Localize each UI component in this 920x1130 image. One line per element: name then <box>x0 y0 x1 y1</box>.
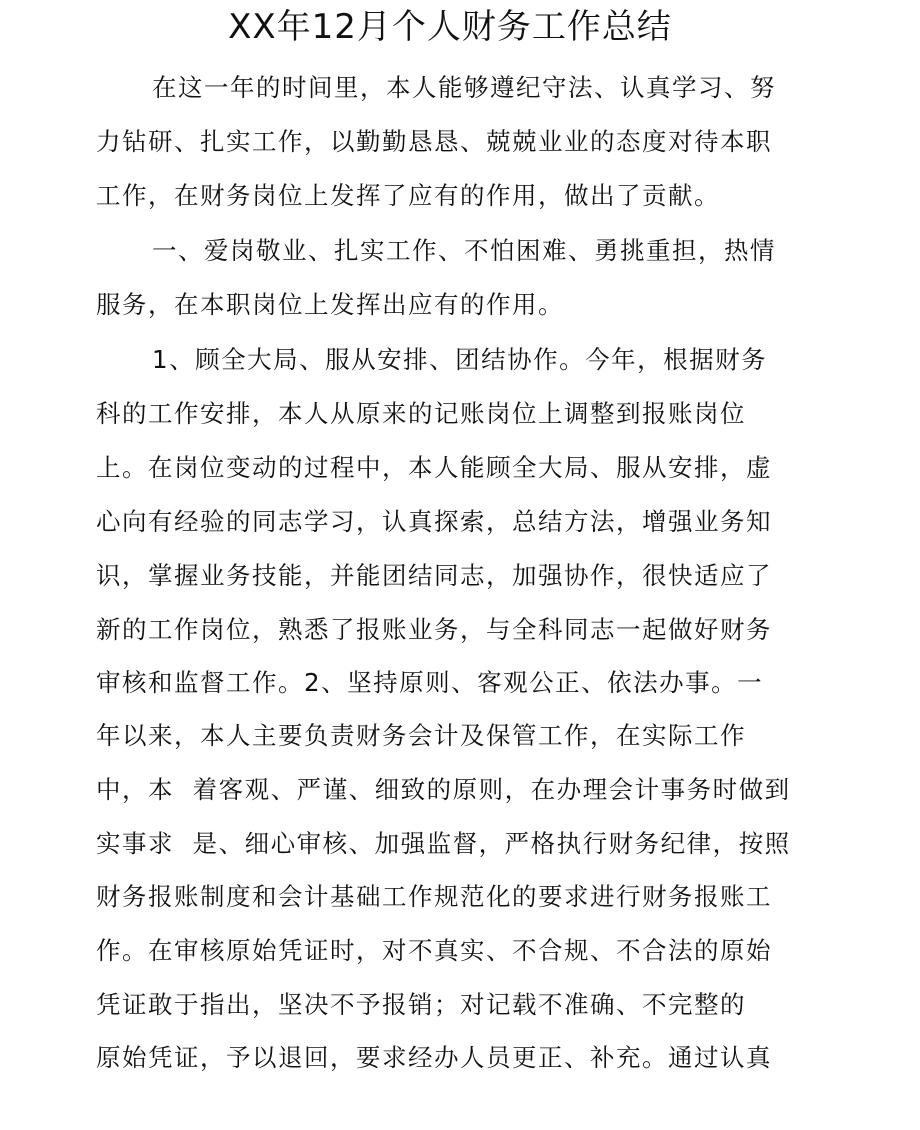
paragraph-line: 1、顾全大局、服从安排、团结协作。今年，根据财务 <box>152 345 768 374</box>
paragraph-line: 中，本 着客观、严谨、细致的原则，在办理会计事务时做到 <box>96 775 791 804</box>
paragraph-line: 作。在审核原始凭证时，对不真实、不合规、不合法的原始 <box>96 936 772 965</box>
paragraph-line: 上。在岗位变动的过程中，本人能顾全大局、服从安排，虚 <box>96 453 772 482</box>
paragraph-line: 力钻研、扎实工作，以勤勤恳恳、兢兢业业的态度对待本职 <box>96 127 772 156</box>
paragraph-line: 一、爱岗敬业、扎实工作、不怕困难、勇挑重担，热情 <box>152 236 776 265</box>
paragraph-line: 审核和监督工作。2、坚持原则、客观公正、依法办事。一 <box>96 668 764 697</box>
paragraph-line: 在这一年的时间里，本人能够遵纪守法、认真学习、努 <box>152 73 776 102</box>
paragraph-line: 新的工作岗位，熟悉了报账业务，与全科同志一起做好财务 <box>96 615 772 644</box>
paragraph-line: 科的工作安排，本人从原来的记账岗位上调整到报账岗位 <box>96 399 746 428</box>
paragraph-line: 年以来，本人主要负责财务会计及保管工作，在实际工作 <box>96 721 746 750</box>
paragraph-line: 心向有经验的同志学习，认真探索，总结方法，增强业务知 <box>96 507 772 536</box>
paragraph-line: 实事求 是、细心审核、加强监督，严格执行财务纪律，按照 <box>96 829 791 858</box>
paragraph-line: 服务，在本职岗位上发挥出应有的作用。 <box>96 290 564 319</box>
paragraph-line: 识，掌握业务技能，并能团结同志，加强协作，很快适应了 <box>96 561 772 590</box>
paragraph-line: 凭证敢于指出，坚决不予报销；对记载不准确、不完整的 <box>96 990 746 1019</box>
paragraph-line: 工作，在财务岗位上发挥了应有的作用，做出了贡献。 <box>96 181 720 210</box>
paragraph-line: 原始凭证，予以退回，要求经办人员更正、补充。通过认真 <box>96 1043 772 1072</box>
document-title: XX年12月个人财务工作总结 <box>228 7 672 47</box>
paragraph-line: 财务报账制度和会计基础工作规范化的要求进行财务报账工 <box>96 882 772 911</box>
